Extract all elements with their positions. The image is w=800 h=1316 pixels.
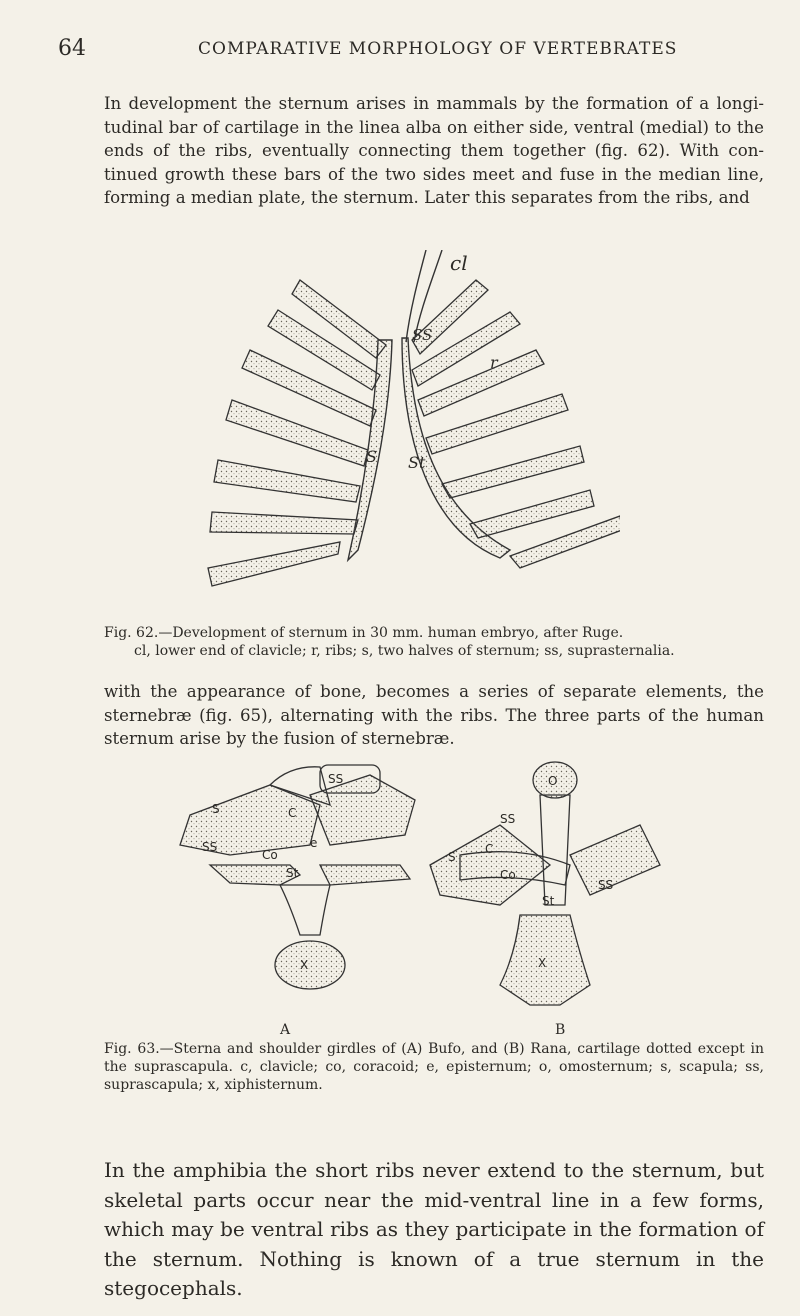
fig63a-label-c: C [288,806,297,820]
fig63a-label-st: St [286,866,299,880]
fig63b-label-co: Co [500,868,516,882]
page-number: 64 [58,36,86,61]
fig62-label-ss: SS [412,326,433,344]
fig63b-label-s: S [448,850,456,864]
figure-62-caption-rest: cl, lower end of clavicle; r, ribs; s, two halves of sternum; ss, suprasternalia. [134,643,675,659]
fig63a-label-ss-top: SS [328,772,344,786]
figure-63-panel-a-label: A [280,1022,291,1038]
fig63b-label-ss-top: SS [500,812,516,826]
fig63a-label-e: e [310,836,318,850]
fig62-label-cl: cl [450,251,468,275]
paragraph-1: In development the sternum arises in mammals by the formation of a longi-tudinal bar of cartilage in the linea alba on either side, ventral (medial) to the ends of the ribs, eventually connecting them together (fig. 62). With con-tinued growth these bars of the two sides meet and fuse in the median line, forming a median plate, the sternum. Later this separates from the ribs, and [104,94,764,207]
figure-62-sternum-embryo [180,250,620,620]
fig63b-label-st: St [542,894,555,908]
fig63b-label-x: X [538,956,547,970]
fig63b-label-ss-right: SS [598,878,614,892]
figure-63-caption: Fig. 63.—Sterna and shoulder girdles of (A) Bufo, and (B) Rana, cartilage dotted except in the suprascapula. c, clavicle; co, coracoid; e, episternum; o, omosternum; s, scapula; ss, suprascapula; x, xiphisternum. [104,1041,764,1093]
figure-63-shoulder-girdles [170,755,670,1025]
figure-62-caption [104,624,764,660]
fig62-label-s-left: S [366,447,377,466]
figure-63-panel-b-label: B [555,1022,566,1038]
paragraph-2: with the appearance of bone, becomes a series of separate elements, the sternebræ (fig. 65), alternating with the ribs. The three parts of the human sternum arise by the fusion of sternebræ. [104,682,764,748]
fig63b-label-o: O [548,774,558,788]
fig62-label-r: r [490,353,498,372]
fig63a-label-s: S [212,802,220,816]
fig63b-label-c: C [485,842,494,856]
running-head: COMPARATIVE MORPHOLOGY OF VERTEBRATES [198,39,678,59]
fig63a-label-x: X [300,958,309,972]
paragraph-3: In the amphibia the short ribs never extend to the sternum, but skeletal parts occur near the mid-ventral line in a few forms, which may be ventral ribs as they participate in the formation of the sternum. Nothing is known of a true sternum in the stegocephals. [104,1158,764,1300]
fig63a-label-ss-left: SS [202,840,218,854]
fig63a-label-co: Co [262,848,278,862]
fig62-label-s-right: St [408,453,426,472]
page-header [58,36,748,62]
figure-62-caption-lead: Fig. 62.—Development of sternum in 30 mm. human embryo, after Ruge. [104,625,624,641]
